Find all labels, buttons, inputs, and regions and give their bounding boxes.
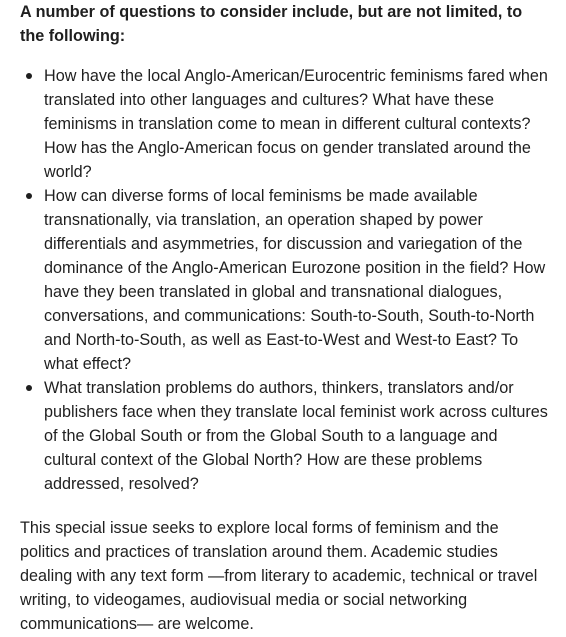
question-item [20,376,550,496]
closing-paragraph: This special issue seeks to explore local forms of feminism and the politics and practices of translation around them. Academic studies dealing with any text form —from literary to academic, technical or travel writing, to videogames, audiovisual media or social networking communications— are welcome. [20,519,538,633]
bullet-icon [26,73,32,79]
question-item [20,64,550,184]
questions-list [20,64,550,496]
bullet-icon [26,193,32,199]
question-text: How can diverse forms of local feminisms be made available transnationally, via translation, an operation shaped by power differentials and asymmetries, for discussion and variegation of the dominance of the Anglo-American Eurozone position in the field? How have they been translated in global and transnational dialogues, conversations, and communications: South-to-South, South-to-North and North-to-South, as well as East-to-West and West-to East? To what effect? [44,187,546,373]
bullet-icon [26,385,32,391]
intro-heading: A number of questions to consider include, but are not limited, to the following: [20,3,523,45]
article-body [20,0,550,636]
question-text: How have the local Anglo-American/Eurocentric feminisms fared when translated into other languages and cultures? What have these feminisms in translation come to mean in different cultural contexts? How has the Anglo-American focus on gender translated around the world? [44,67,548,181]
question-item [20,184,550,376]
question-text: What translation problems do authors, thinkers, translators and/or publishers face when they translate local feminist work across cultures of the Global South or from the Global South to a language and cultural context of the Global North? How are these problems addressed, resolved? [44,379,548,493]
